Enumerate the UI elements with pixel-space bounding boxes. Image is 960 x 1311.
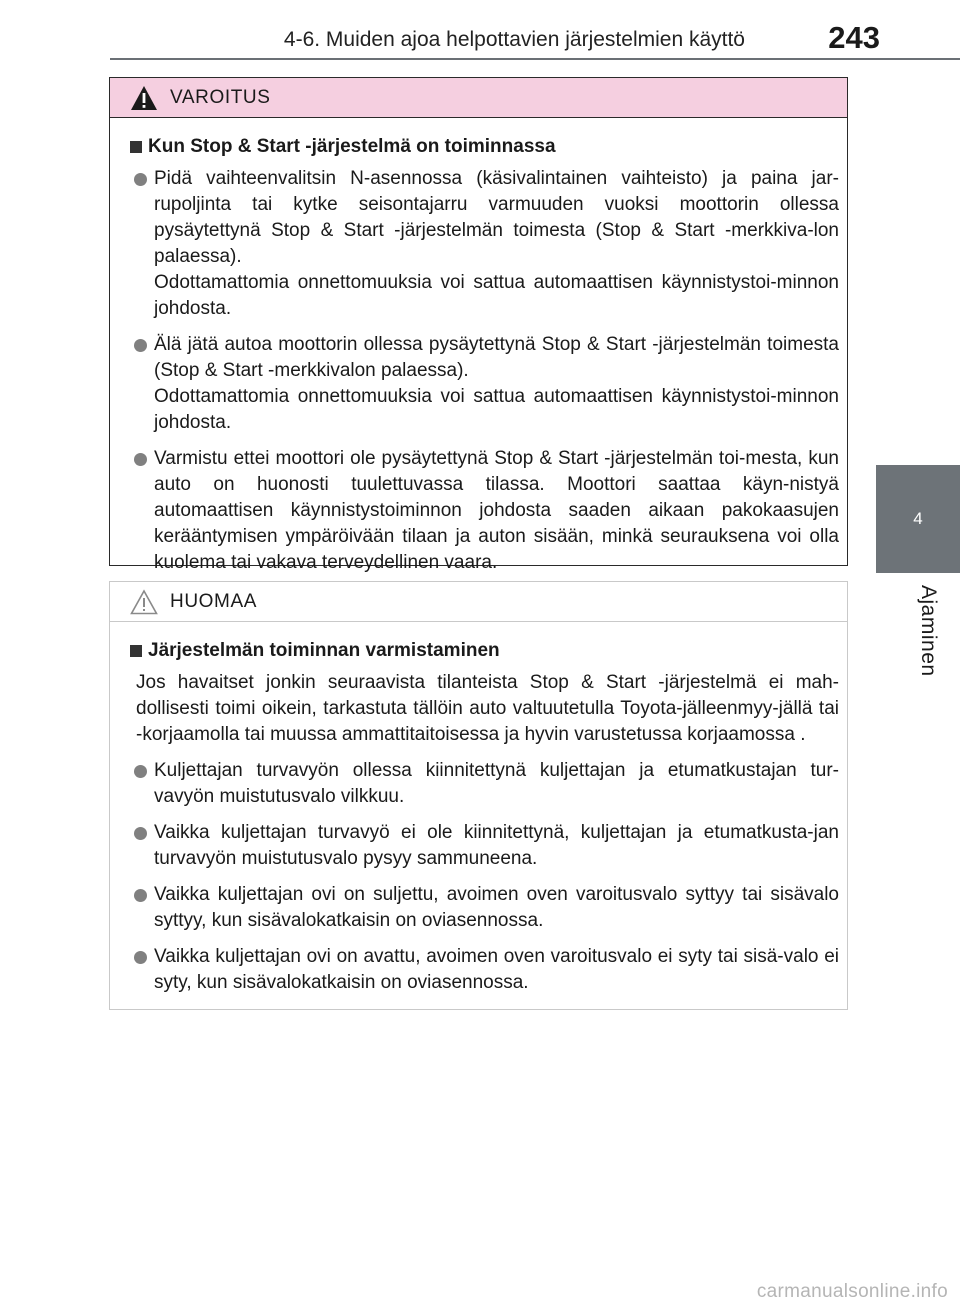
notice-intro: Jos havaitset jonkin seuraavista tilanteista Stop & Start -järjestelmä ei mah-dollisesti toimi oikein, tarkastuta tällöin auto valtuutetulla Toyota-jälleenmyy-jällä tai -korjaamolla tai muussa ammattitaitoisessa ja hyvin varustetussa korjaamossa . [136, 672, 839, 745]
bullet-dot-icon [134, 827, 147, 840]
bullet-dot-icon [134, 889, 147, 902]
square-bullet-icon [130, 141, 142, 153]
bullet-dot-icon [134, 339, 147, 352]
notice-box-body [110, 622, 847, 996]
notice-item [130, 820, 839, 872]
chapter-tab[interactable] [876, 465, 960, 573]
warning-item-text: Älä jätä autoa moottorin ollessa pysäytettynä Stop & Start -järjestelmän toimesta (Stop & Start -merkkivalon palaessa). [154, 334, 839, 381]
running-header-title: 4-6. Muiden ajoa helpottavien järjestelmien käyttö [283, 28, 745, 51]
notice-section-title-text: Järjestelmän toiminnan varmistaminen [148, 640, 500, 661]
warning-item [130, 332, 839, 436]
warning-item-note: Odottamattomia onnettomuuksia voi sattua automaattisen käynnistystoi-minnon johdosta. [154, 386, 839, 433]
notice-item [130, 758, 839, 810]
header-rule [110, 58, 960, 60]
notice-item [130, 944, 839, 996]
notice-box-header [110, 582, 847, 622]
notice-label: HUOMAA [170, 590, 257, 612]
notice-box [109, 581, 848, 1010]
bullet-dot-icon [134, 765, 147, 778]
bullet-dot-icon [134, 951, 147, 964]
notice-item [130, 882, 839, 934]
watermark[interactable]: carmanualsonline.info [756, 1281, 948, 1302]
warning-box [109, 77, 848, 573]
warning-box-header [110, 78, 847, 118]
chapter-number: 4 [913, 509, 923, 528]
notice-item-text: Vaikka kuljettajan ovi on avattu, avoimen oven varoitusvalo ei syty tai sisä-valo ei syty, kun sisävalokatkaisin on oviasennossa. [154, 946, 839, 993]
notice-item-text: Kuljettajan turvavyön ollessa kiinnitettynä kuljettajan ja etumatkustajan tur-vavyön muistutusvalo vilkkuu. [154, 760, 839, 807]
warning-item [130, 166, 839, 322]
notice-item-text: Vaikka kuljettajan turvavyö ei ole kiinnitettynä, kuljettajan ja etumatkusta-jan turvavyön muistutusvalo pysyy sammuneena. [154, 822, 839, 869]
warning-triangle-filled-icon [130, 85, 158, 111]
warning-label: VAROITUS [170, 86, 271, 108]
chapter-label: Ajaminen [917, 585, 940, 677]
bullet-dot-icon [134, 453, 147, 466]
warning-triangle-outline-icon [130, 589, 158, 615]
warning-section-title [130, 134, 839, 160]
warning-box-body [110, 118, 847, 576]
warning-item [130, 446, 839, 576]
page-number: 243 [828, 20, 880, 55]
warning-item-text: Varmistu ettei moottori ole pysäytettynä Stop & Start -järjestelmän toi-mesta, kun auto on huonosti tuulettuvassa tilassa. Moottori saattaa käyn-nistyä automaattisen käynnistystoiminnon johdosta saaden aikaan pakokaasujen kerääntymisen ympäröivään tilaan ja auton sisään, minkä seurauksena voi olla kuolema tai vakava terveydellinen vaara. [154, 448, 839, 573]
warning-section-title-text: Kun Stop & Start -järjestelmä on toiminnassa [148, 136, 556, 157]
square-bullet-icon [130, 645, 142, 657]
warning-item-note: Odottamattomia onnettomuuksia voi sattua automaattisen käynnistystoi-minnon johdosta. [154, 272, 839, 319]
warning-item-text: Pidä vaihteenvalitsin N-asennossa (käsivalintainen vaihteisto) ja paina jar-rupoljinta tai kytke seisontajarru varmuuden vuoksi moottorin ollessa pysäytettynä Stop & Start -järjestelmän toimesta (Stop & Start -merkkiva-lon palaessa). [154, 168, 839, 267]
notice-item-text: Vaikka kuljettajan ovi on suljettu, avoimen oven varoitusvalo syttyy tai sisävalo syttyy, kun sisävalokatkaisin on oviasennossa. [154, 884, 839, 931]
bullet-dot-icon [134, 173, 147, 186]
notice-section-title [130, 638, 839, 664]
